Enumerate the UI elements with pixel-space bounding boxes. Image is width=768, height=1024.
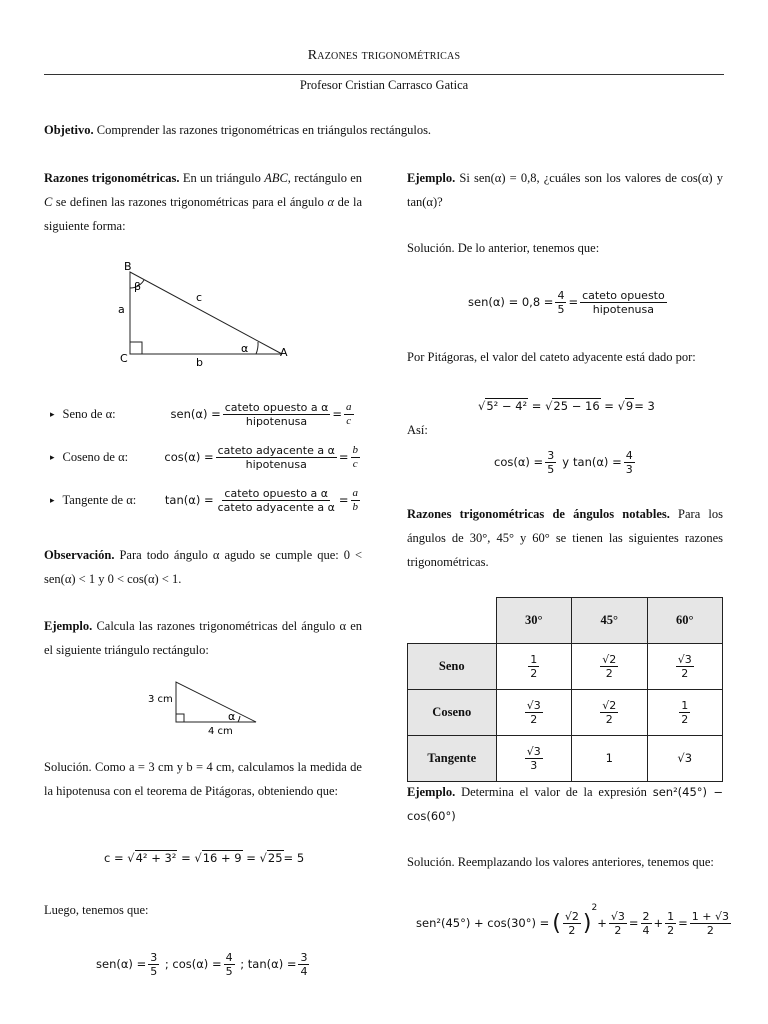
side-a-label: 3 cm xyxy=(148,694,173,705)
bullet-coseno-ratio: $\frac{b}{c}$ xyxy=(352,443,358,470)
header-60: 60° xyxy=(647,598,723,644)
eq-frac: $\frac{4}{5}$ xyxy=(557,288,565,316)
conj-y: y xyxy=(562,455,570,469)
example2-label: Ejemplo. xyxy=(407,171,456,185)
cell-tangente-45: 1 xyxy=(572,735,648,781)
cell-seno-60: $\frac{√3}{2}$ xyxy=(647,643,723,689)
angle-alpha-label: α xyxy=(228,710,236,723)
example2-text: Si sen(α) = 0,8, ¿cuáles son los valores de cos(α) y tan(α)? xyxy=(407,171,723,209)
observation-text: Para todo ángulo α agudo se cumple que: 0 < sen(α) < 1 y 0 < cos(α) < 1. xyxy=(44,548,363,586)
result-sen-frac: $\frac{3}{5}$ xyxy=(150,950,158,978)
eq-lhs: sen(α) = 0,8 = xyxy=(468,295,554,309)
label-beta: β xyxy=(134,280,142,293)
label-a: a xyxy=(118,303,125,316)
cell-seno-30: $\frac{1}{2}$ xyxy=(496,643,572,689)
result-cos-fn: cos(α) = xyxy=(172,957,222,971)
result-tan-fn: tan(α) = xyxy=(247,957,297,971)
definitions-text-d: de la siguiente forma: xyxy=(44,195,363,233)
hyp-rad1: 4² + 3² xyxy=(135,851,177,865)
definitions-text-b: , rectángulo en xyxy=(287,171,363,185)
cell-coseno-30: $\frac{√3}{2}$ xyxy=(496,689,572,735)
example1-results: sen(α) = $\frac{3}{5}$ ; cos(α) = $\frac{4}{5}$ ; tan(α) = $\frac{3}{4}$ xyxy=(96,950,308,978)
bullet-seno-label: Seno de α: xyxy=(62,406,116,421)
table-row xyxy=(408,689,723,735)
table-corner xyxy=(408,598,497,644)
bullet-seno-ratio: $\frac{a}{c}$ xyxy=(346,400,352,427)
bullet-seno: ▸ Seno de α: sen(α) = $\frac{\text{cateto opuesto a α}}{\text{hipotenusa}}$ = $\frac{a}{c}$ xyxy=(50,400,352,428)
table-row xyxy=(408,643,723,689)
label-A: A xyxy=(280,346,288,359)
label-C: C xyxy=(120,352,128,365)
triangle-name: ABC xyxy=(264,171,288,185)
example1-then: Luego, tenemos que: xyxy=(44,903,149,917)
label-alpha: α xyxy=(241,342,249,355)
row-tangente: Tangente xyxy=(408,735,497,781)
observation xyxy=(44,543,362,591)
example1-text: Calcula las razones trigonométricas del ángulo α en el siguiente triángulo rectángulo: xyxy=(44,619,363,657)
bullet-tangente-ratio: $\frac{a}{b}$ xyxy=(352,486,358,513)
result-sen-fn: sen(α) = xyxy=(96,957,147,971)
observation-label: Observación. xyxy=(44,548,115,562)
bullet-coseno: ▸ Coseno de α: cos(α) = $\frac{\text{cateto adyacente a α}}{\text{hipotenusa}}$ = $\frac{b}{c}$ xyxy=(50,443,358,471)
row-seno: Seno xyxy=(408,643,497,689)
bullet-tangente: ▸ Tangente de α: tan(α) = $\frac{\text{cateto opuesto a α}}{\text{cateto adyacente a α}}$ = $\frac{a}{b}$ xyxy=(50,486,358,514)
result-cos-frac: $\frac{4}{5}$ xyxy=(225,950,233,978)
example1-statement xyxy=(44,614,362,662)
cell-seno-45: $\frac{√2}{2}$ xyxy=(572,643,648,689)
author: Profesor Cristian Carrasco Gatica xyxy=(299,78,469,92)
tan-fn: tan(α) = xyxy=(573,455,622,469)
result-tan-frac: $\frac{3}{4}$ xyxy=(300,950,308,978)
bullet-seno-fn: sen(α) = xyxy=(170,407,221,421)
example2-result xyxy=(494,444,637,480)
f-exp: 2 xyxy=(591,903,598,913)
f-term3: $\frac{2}{4}$ xyxy=(642,909,650,937)
hypotenuse-formula: c = √ 4² + 3² = √ 16 + 9 = √ 25 = 5 xyxy=(104,850,305,865)
notable-label: Razones trigonométricas de ángulos notables. xyxy=(407,507,670,521)
eq-ratio: $\frac{\text{cateto opuesto}}{\text{hipotenusa}}$ xyxy=(582,288,665,316)
f-term1: $\frac{√2}{2}$ xyxy=(564,909,579,937)
vertex-c: C xyxy=(44,195,53,209)
cos-frac: $\frac{3}{5}$ xyxy=(547,448,555,476)
header-30: 30° xyxy=(496,598,572,644)
cos-fn: cos(α) = xyxy=(494,455,544,469)
label-b: b xyxy=(196,356,203,369)
example3-expr: sen²(45°) − cos(60°) xyxy=(407,785,724,823)
notable-angles-table xyxy=(407,597,723,782)
definitions-text-c: se definen las razones trigonométricas para el ángulo xyxy=(55,195,324,209)
label-c: c xyxy=(196,291,203,304)
definitions-intro xyxy=(44,166,362,238)
title-rule xyxy=(44,74,724,75)
example1-label: Ejemplo. xyxy=(44,619,93,633)
hyp-lhs: c = xyxy=(104,850,124,865)
bullet-coseno-frac: $\frac{\text{cateto adyacente a α}}{\text{hipotenusa}}$ xyxy=(217,443,335,471)
objective-label: Objetivo. xyxy=(44,123,94,137)
example3-solution: Solución. Reemplazando los valores anteriores, tenemos que: xyxy=(407,855,714,869)
label-B: B xyxy=(124,260,132,273)
example2-solution: Solución. De lo anterior, tenemos que: xyxy=(407,241,600,255)
document-title: Razones trigonométricas xyxy=(307,48,461,63)
f-lhs: sen²(45°) + cos(30°) = xyxy=(416,916,550,930)
row-coseno: Coseno xyxy=(408,689,497,735)
example3-text: Determina el valor de la expresión xyxy=(461,785,647,799)
cell-coseno-60: $\frac{1}{2}$ xyxy=(647,689,723,735)
bullet-tangente-fn: tan(α) = xyxy=(164,493,214,507)
asi-text: Así: xyxy=(407,423,428,437)
bullet-tangente-label: Tangente de α: xyxy=(62,492,137,507)
example1-triangle xyxy=(140,676,270,738)
bullet-coseno-label: Coseno de α: xyxy=(62,449,129,464)
cell-tangente-30: $\frac{√3}{3}$ xyxy=(496,735,572,781)
example3-label: Ejemplo. xyxy=(407,785,456,799)
pitagoras-formula: √ 5² − 4² = √ 25 − 16 = √ 9 = 3 xyxy=(478,398,655,413)
header-45: 45° xyxy=(572,598,648,644)
objective xyxy=(44,118,724,142)
example2-equation: sen(α) = 0,8 = $\frac{4}{5}$ = $\frac{\text{cateto opuesto}}{\text{hipotenusa}}$ xyxy=(468,288,665,316)
p-result: = 3 xyxy=(634,398,655,413)
pitagoras-text: Por Pitágoras, el valor del cateto adyacente está dado por: xyxy=(407,350,696,364)
hyp-rad3: 25 xyxy=(267,851,283,865)
tan-frac: $\frac{4}{3}$ xyxy=(625,448,633,476)
bullet-coseno-fn: cos(α) = xyxy=(164,450,214,464)
cell-coseno-45: $\frac{√2}{2}$ xyxy=(572,689,648,735)
notable-text: Para los ángulos de 30°, 45° y 60° se tienen las siguientes razones trigonométricas. xyxy=(407,507,723,569)
objective-text: Comprender las razones trigonométricas en triángulos rectángulos. xyxy=(96,123,432,137)
alpha-symbol: α xyxy=(327,195,335,209)
example3-formula: sen²(45°) + cos(30°) = ( $\frac{√2}{2}$ ) $^2$ + $\frac{√3}{2}$ = $\frac{2}{4}$ + $\frac{1}{2}$ = $\frac{1 + √3}{2}$ xyxy=(416,903,730,937)
hyp-rad2: 16 + 9 xyxy=(202,851,242,865)
example2-statement xyxy=(407,166,723,214)
hyp-result: = 5 xyxy=(283,850,305,865)
cell-tangente-60: √3 xyxy=(647,735,723,781)
p-rad3: 9 xyxy=(625,399,634,413)
triangle-abc-diagram xyxy=(110,258,300,370)
notable-intro xyxy=(407,502,723,574)
p-rad1: 5² − 4² xyxy=(486,399,528,413)
f-term2: $\frac{√3}{2}$ xyxy=(610,909,625,937)
table-row xyxy=(408,735,723,781)
p-rad2: 25 − 16 xyxy=(553,399,600,413)
bullet-tangente-frac: $\frac{\text{cateto opuesto a α}}{\text{cateto adyacente a α}}$ xyxy=(217,486,335,514)
definitions-text-a: En un triángulo xyxy=(182,171,261,185)
example3-statement xyxy=(407,780,723,828)
definitions-label: Razones trigonométricas. xyxy=(44,171,180,185)
side-b-label: 4 cm xyxy=(208,726,233,737)
example1-solution: Solución. Como a = 3 cm y b = 4 cm, calculamos la medida de la hipotenusa con el teorema de Pitágoras, obteniendo que: xyxy=(44,760,362,798)
f-term4: $\frac{1}{2}$ xyxy=(667,909,675,937)
f-term5: $\frac{1 + √3}{2}$ xyxy=(691,909,730,937)
bullet-seno-frac: $\frac{\text{cateto opuesto a α}}{\text{hipotenusa}}$ xyxy=(224,400,329,428)
